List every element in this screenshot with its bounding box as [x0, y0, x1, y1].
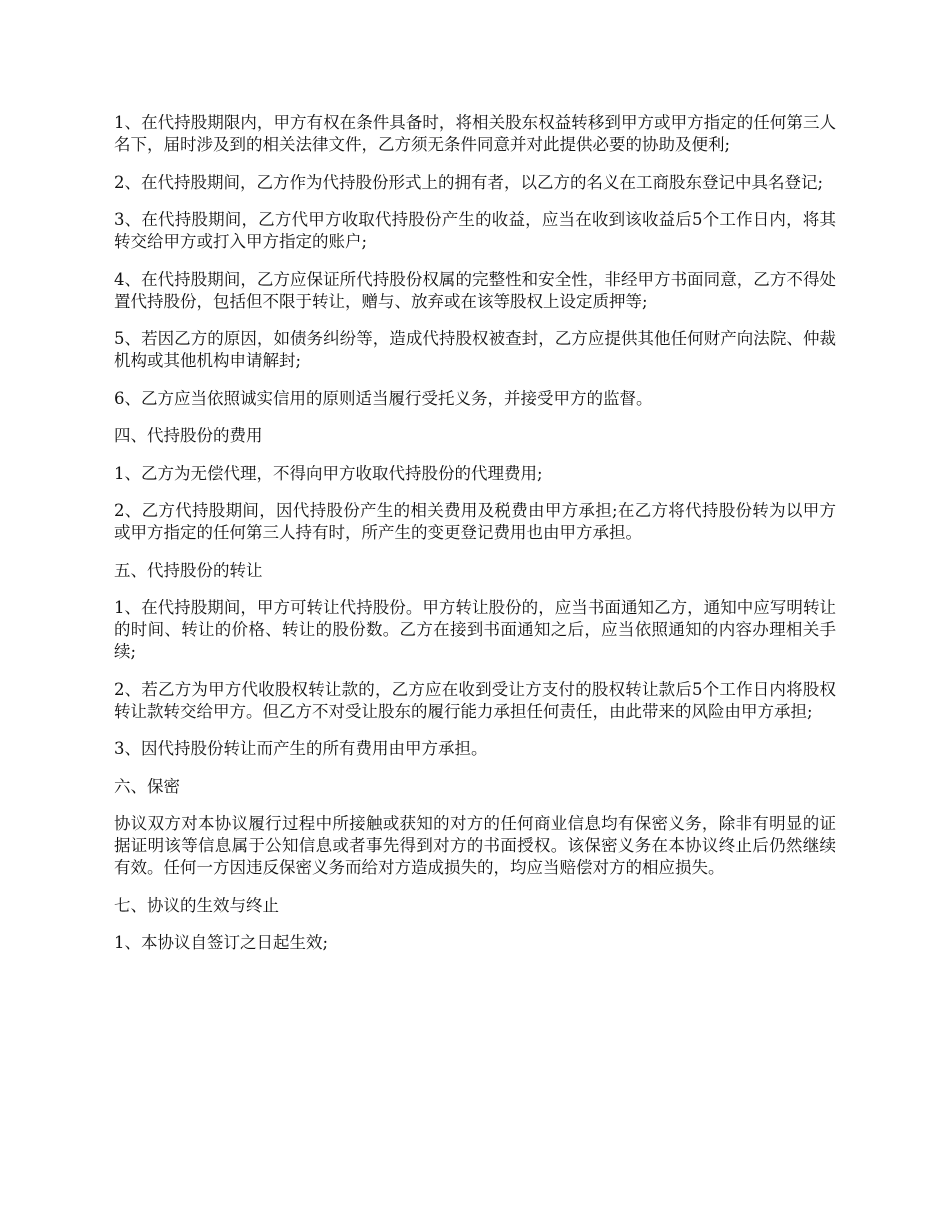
document-page	[114, 112, 836, 970]
clause-paragraph: 1、本协议自签订之日起生效;	[114, 933, 329, 952]
clause-paragraph: 1、在代持股期限内，甲方有权在条件具备时，将相关股东权益转移到甲方或甲方指定的任何第三人名下，届时涉及到的相关法律文件，乙方须无条件同意并对此提供必要的协助及便利;	[114, 113, 836, 154]
clause-paragraph: 协议双方对本协议履行过程中所接触或获知的对方的任何商业信息均有保密义务，除非有明显的证据证明该等信息属于公知信息或者事先得到对方的书面授权。该保密义务在本协议终止后仍然继续有效。任何一方因违反保密义务而给对方造成损失的，均应当赔偿对方的相应损失。	[114, 814, 836, 877]
section-heading: 六、保密	[114, 776, 180, 796]
clause-paragraph: 6、乙方应当依照诚实信用的原则适当履行受托义务，并接受甲方的监督。	[114, 388, 653, 408]
section-heading: 五、代持股份的转让	[114, 560, 263, 580]
clause-paragraph: 5、若因乙方的原因，如债务纠纷等，造成代持股权被查封，乙方应提供其他任何财产向法院、仲裁机构或其他机构申请解封;	[114, 329, 836, 370]
section-heading: 七、协议的生效与终止	[114, 895, 279, 915]
clause-paragraph: 1、在代持股期间，甲方可转让代持股份。甲方转让股份的，应当书面通知乙方，通知中应写明转让的时间、转让的价格、转让的股份数。乙方在接到书面通知之后，应当依照通知的内容办理相关手续;	[114, 598, 836, 661]
section-heading: 四、代持股份的费用	[114, 426, 263, 445]
clause-paragraph: 2、乙方代持股期间，因代持股份产生的相关费用及税费由甲方承担;在乙方将代持股份转为以甲方或甲方指定的任何第三人持有时，所产生的变更登记费用也由甲方承担。	[114, 501, 836, 542]
clause-paragraph: 2、在代持股期间，乙方作为代持股份形式上的拥有者，以乙方的名义在工商股东登记中具名登记;	[114, 172, 824, 192]
clause-paragraph: 1、乙方为无偿代理，不得向甲方收取代持股份的代理费用;	[114, 463, 543, 483]
clause-paragraph: 3、在代持股期间，乙方代甲方收取代持股份产生的收益，应当在收到该收益后5个工作日内，将其转交给甲方或打入甲方指定的账户;	[114, 210, 836, 251]
clause-paragraph: 3、因代持股份转让而产生的所有费用由甲方承担。	[114, 739, 488, 758]
clause-paragraph: 2、若乙方为甲方代收股权转让款的，乙方应在收到受让方支付的股权转让款后5个工作日内将股权转让款转交给甲方。但乙方不对受让股东的履行能力承担任何责任，由此带来的风险由甲方承担;	[114, 679, 836, 721]
clause-paragraph: 4、在代持股期间，乙方应保证所代持股份权属的完整性和安全性，非经甲方书面同意，乙方不得处置代持股份，包括但不限于转让，赠与、放弃或在该等股权上设定质押等;	[114, 269, 836, 311]
